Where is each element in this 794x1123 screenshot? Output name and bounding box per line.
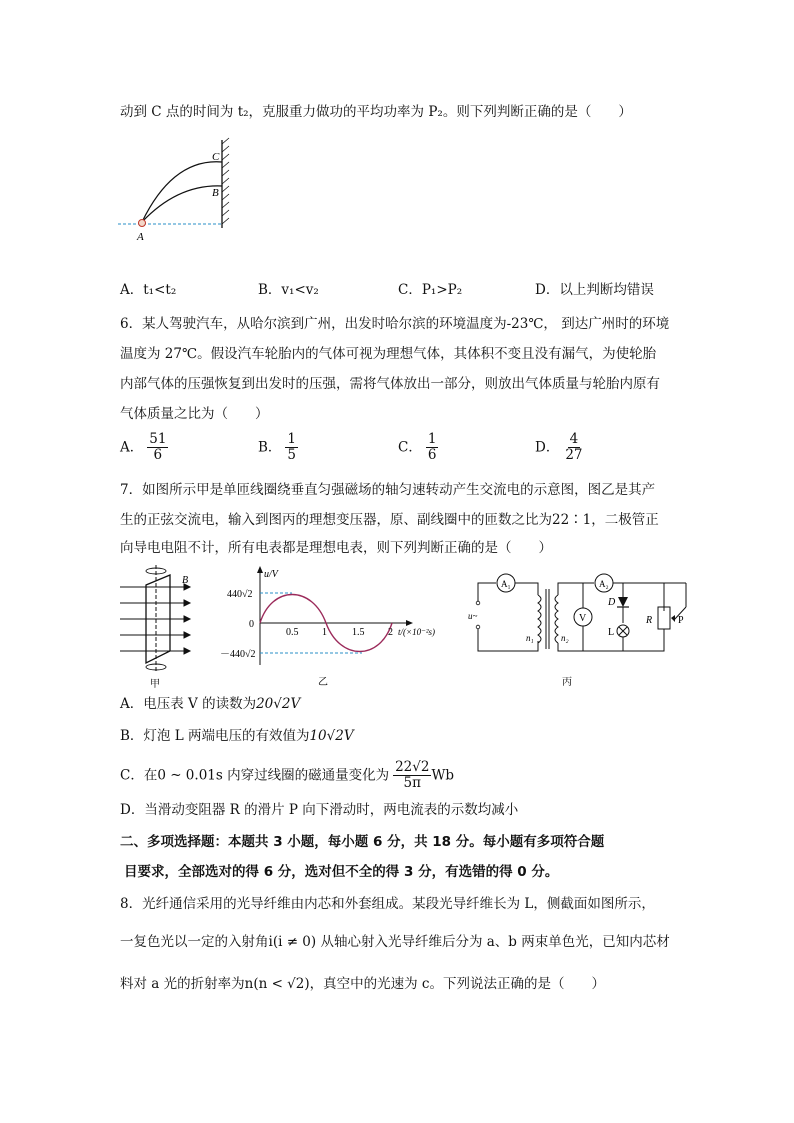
q6-line-1: 6．某人驾驶汽车，从哈尔滨到广州，出发时哈尔滨的环境温度为-23℃， 到达广州时的环境 — [120, 316, 670, 332]
q6-option-a: A． $\frac{51}{6}$ — [120, 431, 167, 463]
q7-yi-y-top: 440√2 — [227, 589, 253, 600]
q7-bing-caption: 丙 — [562, 677, 572, 688]
q7-bing-diode: D — [608, 597, 616, 608]
q7-yi-y-bottom: －440√2 — [220, 649, 256, 660]
q7-line-1: 7．如图所示甲是单匝线圈绕垂直匀强磁场的轴匀速转动产生交流电的示意图，图乙是其产 — [120, 482, 656, 498]
q7-yi-x-axis-label: t/(×10⁻²s) — [398, 627, 436, 637]
q5-label-c: C — [212, 151, 220, 163]
q5-option-b: B．v₁<v₂ — [258, 282, 319, 298]
q7-bing-n1: n₁ — [526, 633, 534, 643]
q7-bing-ammeter-1: A₁ — [501, 579, 511, 589]
q7-option-c: C．在0 ~ 0.01s 内穿过线圈的磁通量变化为 $\frac{22√2}{5\pi}$ Wb — [120, 759, 454, 791]
q5-label-b: B — [212, 187, 219, 199]
q7-yi-caption: 乙 — [318, 677, 328, 688]
q6-option-c: C． $\frac{1}{6}$ — [398, 431, 437, 463]
q7-yi-x-tick-1: 0.5 — [286, 627, 299, 638]
q5-label-a: A — [137, 231, 144, 243]
q5-option-d: D．以上判断均错误 — [535, 282, 654, 298]
q7-yi-x-tick-4: 2 — [388, 627, 393, 638]
q7-jia-caption: 甲 — [150, 679, 160, 690]
q7-line-2: 生的正弦交流电，输入到图丙的理想变压器，原、副线圈中的匝数之比为22∶1，二极管正 — [120, 512, 659, 528]
q7-bing-resistor: R — [646, 615, 653, 626]
q5-figure — [118, 138, 238, 248]
q7-figure-bing — [468, 565, 693, 690]
q7-bing-lamp: L — [608, 627, 615, 638]
q7-bing-n2: n₂ — [561, 633, 569, 643]
q6-line-2: 温度为 27℃。假设汽车轮胎内的气体可视为理想气体，其体积不变且没有漏气，为使轮胎 — [120, 346, 657, 362]
q7-yi-y-axis-label: u/V — [264, 569, 278, 580]
q7-bing-voltmeter: V — [579, 613, 587, 624]
q5-option-a: A．t₁<t₂ — [120, 282, 177, 298]
q7-bing-ammeter-2: A₂ — [599, 579, 609, 589]
section-2-heading-line-1: 二、多项选择题：本题共 3 小题，每小题 6 分，共 18 分。每小题有多项符合题 — [120, 834, 605, 850]
q7-yi-origin: 0 — [249, 619, 254, 630]
q6-option-c-fraction: $\frac{1}{6}$ — [427, 431, 437, 463]
q8-line-3: 料对 a 光的折射率为n(n < √2)，真空中的光速为 c。下列说法正确的是（ ） — [120, 976, 605, 992]
q6-option-d-fraction: $\frac{4}{27}$ — [565, 431, 583, 463]
q6-option-a-fraction: $\frac{51}{6}$ — [149, 431, 167, 463]
q7-line-3: 向导电电阻不计，所有电表都是理想电表，则下列判断正确的是（ ） — [120, 540, 552, 556]
q6-option-b-fraction: $\frac{1}{5}$ — [287, 431, 297, 463]
q7-bing-slider: P — [678, 615, 684, 626]
q7-option-c-fraction: $\frac{22√2}{5\pi}$ — [395, 759, 430, 791]
q7-figure-yi — [212, 565, 452, 690]
q8-line-2: 一复色光以一定的入射角i(i ≠ 0) 从轴心射入光导纤维后分为 a、b 两束单色光，已知内芯材 — [120, 934, 670, 950]
q6-line-3: 内部气体的压强恢复到出发时的压强，需将气体放出一部分，则放出气体质量与轮胎内原有 — [120, 376, 660, 392]
q8-line-1: 8．光纤通信采用的光导纤维由内芯和外套组成。某段光导纤维长为 L，侧截面如图所示， — [120, 896, 655, 912]
section-2-heading-line-2: 目要求，全部选对的得 6 分，选对但不全的得 3 分，有选错的得 0 分。 — [124, 864, 559, 880]
q7-yi-x-tick-2: 1 — [322, 627, 327, 638]
q7-yi-x-tick-3: 1.5 — [352, 627, 365, 638]
q5-option-c: C．P₁>P₂ — [398, 282, 463, 298]
q7-option-b: B．灯泡 L 两端电压的有效值为10√2V — [120, 728, 354, 744]
q7-figure-jia — [118, 565, 198, 690]
q5-intro-line: 动到 C 点的时间为 t₂，克服重力做功的平均功率为 P₂。则下列判断正确的是（ ） — [120, 104, 632, 120]
q7-option-d: D．当滑动变阻器 R 的滑片 P 向下滑动时，两电流表的示数均减小 — [120, 802, 519, 818]
q7-bing-source-label: u~ — [468, 611, 478, 621]
q6-line-4: 气体质量之比为（ ） — [120, 406, 269, 422]
q6-option-b: B． $\frac{1}{5}$ — [258, 431, 297, 463]
q7-option-a: A．电压表 V 的读数为20√2V — [120, 696, 301, 712]
q6-option-d: D． $\frac{4}{27}$ — [535, 431, 583, 463]
q7-jia-label-b: B — [182, 575, 189, 586]
